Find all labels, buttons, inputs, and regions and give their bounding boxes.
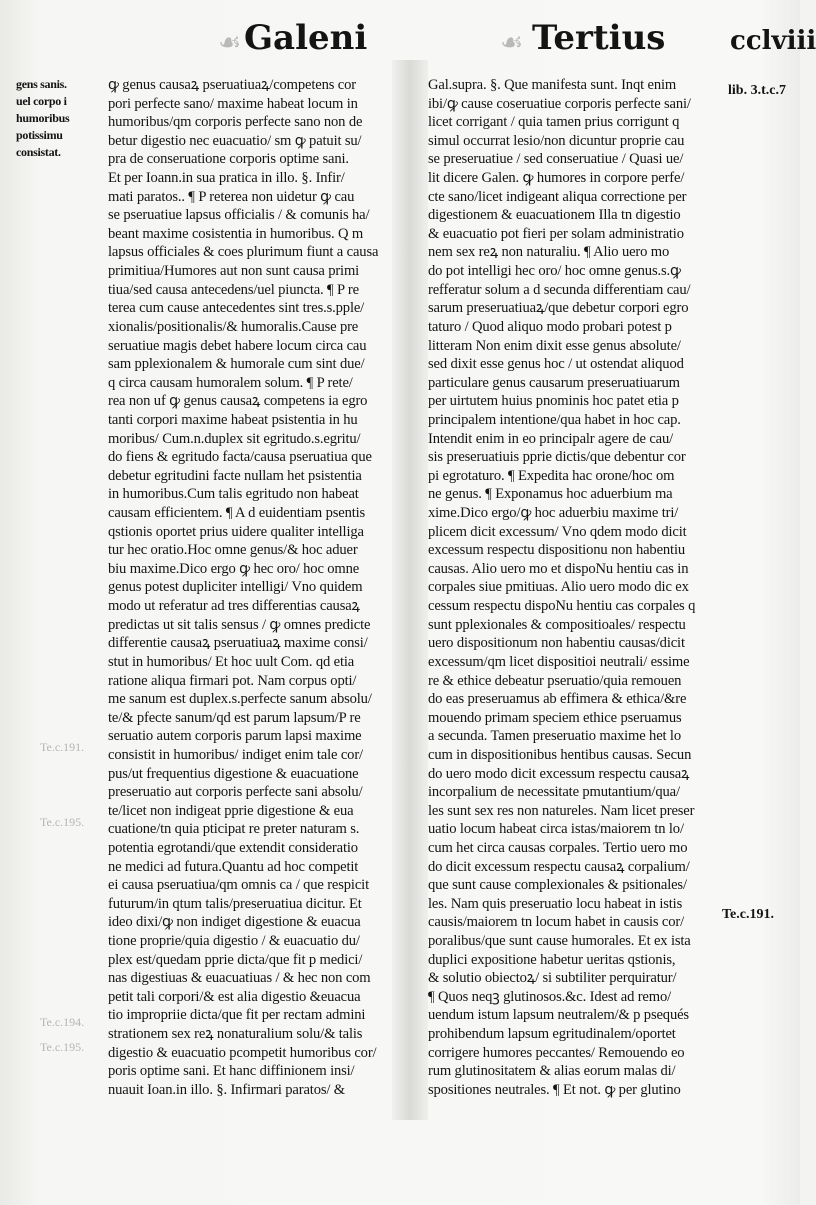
text-line: potissimu [16, 128, 63, 142]
margin-reference: lib. 3.t.c.7 [728, 83, 786, 98]
text-line: duplici expositione habetur ueritas qstionis, [428, 951, 676, 968]
text-line: Gal.supra. §. Que manifesta sunt. Inqt enim [428, 77, 677, 93]
text-line: uatio locum habeat circa istas/maiorem tn lo/ [428, 821, 684, 838]
text-line: mati paratos.. ¶ P reterea non uidetur ꝙ cau [108, 188, 355, 205]
running-head-left: Galeni [244, 18, 368, 58]
text-line: particulare genus causarum preseruatiuarum [428, 374, 680, 391]
text-line: excessum/qm licet dispositioi neutrali/ essime [428, 653, 690, 670]
left-text-column [108, 76, 408, 1100]
text-line: differentie causaꝝ pseruatiuaꝝ maxime consi/ [108, 635, 368, 652]
text-line: cte sano/licet indigeant aliqua correctione per [428, 188, 687, 205]
folio-number: cclviii [730, 26, 816, 56]
text-line: ibi/ꝙ cause coseruatiue corporis perfecte sani/ [428, 95, 691, 112]
text-line: do fiens & egritudo facta/causa pseruatiua que [108, 449, 372, 466]
text-line: digestio & euacuatio pcompetit humoribus cor/ [108, 1044, 377, 1061]
text-line: causis/maiorem tn locum habet in causis cor/ [428, 914, 685, 931]
text-line: do dicit excessum respectu causaꝝ corpalium/ [428, 858, 690, 875]
text-line: les. Nam quis preseruatio locu habeat in istis [428, 895, 683, 912]
text-line: a secunda. Tamen preseruatio maxime het lo [428, 728, 681, 745]
text-line: taturo / Quod aliquo modo probari potest p [428, 318, 672, 335]
faint-margin-note: Te.c.194. [40, 1015, 85, 1029]
text-line: digestionem & euacuationem Illa tn digestio [428, 207, 681, 224]
text-line: Intendit enim in eo principalr agere de cau/ [428, 430, 674, 447]
text-line: stut in humoribus/ Et hoc uult Com. qd etia [108, 653, 355, 670]
text-line: sed dixit esse genus hoc / ut ostendat aliquod [428, 356, 684, 373]
text-line: beant maxime cosistentia in humoribus. Q m [108, 225, 364, 242]
text-line: ne genus. ¶ Exponamus hoc aduerbium ma [428, 486, 673, 503]
text-line: primitiua/Humores aut non sunt causa primi [108, 263, 360, 280]
text-line: strationem sex reꝝ nonaturalium solu/& talis [108, 1026, 363, 1043]
text-line: betur digestio nec euacuatio/ sm ꝙ patuit su/ [108, 132, 362, 149]
text-line: cum in dispositionibus hentibus causas. Secun [428, 746, 692, 763]
text-line: genus potest dupliciter intelligi/ Vno quidem [108, 579, 363, 596]
text-line: lapsus officiales & coes plurimum fiunt a causa [108, 244, 379, 261]
text-line: modo ut referatur ad tres differentias causaꝝ [108, 598, 360, 615]
text-line: sis preseruatiuis pprie dictis/que debentur cor [428, 449, 686, 466]
text-line: spositiones neutrales. ¶ Et not. ꝙ per glutino [428, 1081, 681, 1098]
text-line: tiua/sed causa antecedens/uel piuncta. ¶ P re [108, 281, 359, 298]
text-line: pus/ut frequentius digestione & euacuatione [108, 765, 359, 782]
text-line: cessum respectu dispoNu hentiu cas corpales q [428, 598, 696, 615]
right-text-column [428, 76, 724, 1100]
text-line: ¶ Quos neqꝫ glutinosos.&c. Idest ad remo/ [428, 988, 672, 1005]
text-line: plicem dicit excessum/ Vno qdem modo dicit [428, 523, 687, 540]
text-line: & solutio obiectoꝝ/ si subtiliter perquiratur/ [428, 970, 677, 987]
text-line: humoribus [16, 111, 70, 125]
bleed-through-mark: ☙ [218, 28, 242, 58]
text-line: do uero modo dicit excessum respectu causaꝝ [428, 765, 690, 782]
running-head-right: Tertius [532, 18, 666, 58]
text-line: xime.Dico ergo/ꝙ hoc aduerbiu maxime tri/ [428, 505, 679, 522]
text-line: ideo dixi/ꝙ non indiget digestione & euacua [108, 914, 361, 931]
text-line: se pseruatiue lapsus officialis / & comunis ha/ [108, 207, 370, 224]
text-line: prohibendum lapsum egritudinalem/oportet [428, 1026, 676, 1043]
text-line: les sunt sex res non natureles. Nam licet preser [428, 802, 695, 819]
text-line: pi egrotaturo. ¶ Expedita hac orone/hoc om [428, 467, 675, 484]
text-line: cuatione/tn quia pticipat re preter naturam s. [108, 821, 360, 838]
text-line: pra de conseruatione corporis optime sani. [108, 151, 349, 168]
faint-margin-note: Te.c.195. [40, 815, 85, 829]
text-line: corpales siue pmitiuas. Alio uero modo dic ex [428, 579, 689, 596]
text-line: uendum istum lapsum neutralem/& p psequés [428, 1007, 689, 1024]
text-line: consistit in humoribus/ indiget enim tale cor/ [108, 746, 363, 763]
text-line: do eas preseruamus ab effimera & ethica/&re [428, 691, 687, 708]
text-line: preseruatio aut corporis perfecte sani absolu/ [108, 784, 363, 801]
text-line: mouendo primam speciem ethice pseruamus [428, 709, 682, 726]
text-line: petit tali corpori/& est alia digestio &euacua [108, 988, 361, 1005]
text-line: simul occurrat lesio/non dicuntur proprie cau [428, 132, 685, 149]
text-line: lit dicere Galen. ꝙ humores in corpore perfe/ [428, 170, 685, 187]
text-line: rea non uf ꝙ genus causaꝝ competens ia egro [108, 393, 368, 410]
text-line: corrigere humores peccantes/ Remouendo eo [428, 1044, 685, 1061]
text-line: nuauit Ioan.in illo. §. Infirmari paratos/ & [108, 1081, 345, 1098]
text-line: licet corrigant / quia tamen prius corrigunt q [428, 114, 680, 131]
text-line: terea cum cause antecedentes sint tres.s.pple/ [108, 300, 365, 317]
text-line: litteram Non enim dixit esse genus absolute/ [428, 337, 681, 354]
text-line: ei causa pseruatiua/qm omnis ca / que respicit [108, 877, 369, 894]
text-line: re & ethice debeatur pseruatio/quia remouen [428, 672, 682, 689]
text-line: q circa causam humoralem solum. ¶ P rete/ [108, 374, 353, 391]
text-line: tione proprie/quia digestio / & euacuatio du/ [108, 933, 360, 950]
text-line: plex est/quedam pprie dicta/que fit p medici/ [108, 951, 363, 968]
text-line: gens sanis. [16, 77, 67, 91]
text-line: humoribus/qm corporis perfecte sano non de [108, 114, 363, 131]
text-line: sam pplexionalem & humorale cum sint due/ [108, 356, 365, 373]
text-line: cum het circa causas corpales. Tertio uero mo [428, 839, 688, 856]
text-line: poris optime sani. Et hanc diffinionem insi/ [108, 1063, 355, 1080]
text-line: debetur egritudini facte nullam het psistentia [108, 467, 362, 484]
text-line: refferatur solum a d secunda differentiam cau/ [428, 281, 691, 298]
text-line: ne medici ad futura.Quantu ad hoc competit [108, 858, 359, 875]
text-line: qstionis oportet prius uidere qualiter intelliga [108, 523, 364, 540]
text-line: in humoribus.Cum talis egritudo non habeat [108, 486, 359, 503]
text-line: & euacuatio pot fieri per solam administratio [428, 225, 684, 242]
text-line: excessum respectu dispositionu non habentiu [428, 542, 686, 559]
text-line: tanti corpori maxime habeat psistentia in hu [108, 411, 358, 428]
text-line: te/& pfecte sanum/qd est parum lapsum/P re [108, 709, 361, 726]
text-line: predictas ut sit talis sensus / ꝙ omnes predicte [108, 616, 371, 633]
text-line: tur hec oratio.Hoc omne genus/& hoc aduer [108, 542, 358, 559]
text-line: me sanum est duplex.s.perfecte sanum absolu/ [108, 691, 372, 708]
text-line: per uirtutem huius pnominis hoc patet etia p [428, 393, 679, 410]
text-line: nas digestiuas & euacuatiuas / & hec non com [108, 970, 371, 987]
text-line: causam efficientem. ¶ A d euidentiam psentis [108, 505, 366, 522]
text-line: moribus/ Cum.n.duplex sit egritudo.s.egritu/ [108, 430, 361, 447]
text-line: sunt pplexionales & compositioales/ respectu [428, 616, 686, 633]
text-line: sarum preseruatiuaꝝ/que debetur corpori egro [428, 300, 689, 317]
text-line: pori perfecte sano/ maxime habeat locum in [108, 95, 358, 112]
margin-reference: Te.c.191. [722, 907, 774, 922]
text-line: consistat. [16, 145, 61, 159]
text-line: principalem intentione/qua habet in hoc cap. [428, 411, 681, 428]
text-line: Et per Ioann.in sua pratica in illo. §. Infir/ [108, 170, 345, 187]
faint-margin-note: Te.c.191. [40, 740, 85, 754]
text-line: do pot intelligi hec oro/ hoc omne genus.s.ꝙ [428, 263, 681, 280]
bleed-through-mark: ☙ [500, 28, 524, 58]
text-line: futurum/in qtum talis/preseruatiua dicitur. Et [108, 895, 362, 912]
faint-margin-note: Te.c.195. [40, 1040, 85, 1054]
text-line: rum glutinositatem & alias eorum malas di/ [428, 1063, 676, 1080]
text-line: que sunt cause complexionales & psitionales/ [428, 877, 687, 894]
text-line: seruatiue magis debet habere locum circa cau [108, 337, 367, 354]
text-line: ratione aliqua firmari pot. Nam corpus opti/ [108, 672, 357, 689]
text-line: biu maxime.Dico ergo ꝙ hec oro/ hoc omne [108, 560, 360, 577]
text-line: uel corpo i [16, 94, 67, 108]
text-line: se preseruatiue / sed conseruatiue / Quasi ue/ [428, 151, 684, 168]
text-line: ꝙ genus causaꝝ pseruatiuaꝝ/competens cor [108, 77, 356, 93]
left-margin-gloss [16, 76, 102, 161]
text-line: potentia egrotandi/que extendit consideratio [108, 839, 358, 856]
text-line: xionalis/positionalis/& humoralis.Cause pre [108, 318, 359, 335]
text-line: te/licet non indigeat pprie digestione & eua [108, 802, 354, 819]
text-line: uero dispositionum non habentiu causas/dicit [428, 635, 685, 652]
text-line: incorpalium de necessitate pmutantium/qua/ [428, 784, 680, 801]
text-line: causas. Alio uero mo et dispoNu hentiu cas in [428, 560, 689, 577]
text-line: nem sex reꝝ non naturaliu. ¶ Alio uero mo [428, 244, 670, 261]
text-line: seruatio autem corporis parum lapsi maxime [108, 728, 362, 745]
text-line: poralibus/que sunt cause humorales. Et ex ista [428, 933, 691, 950]
text-line: tio impropriie dicta/que fit per rectam admini [108, 1007, 366, 1024]
